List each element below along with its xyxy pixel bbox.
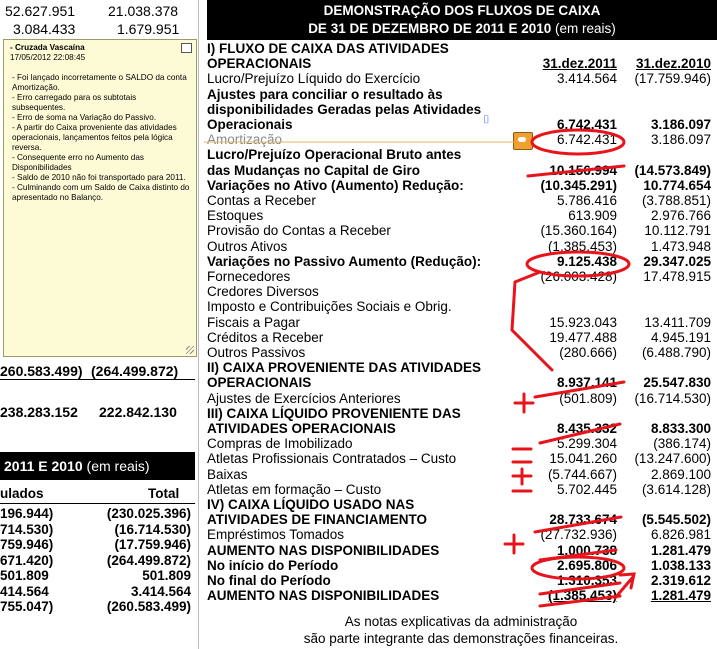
strike-mark (528, 166, 624, 176)
value-2011: (1.385.453) (547, 588, 617, 604)
value-2011: 5.702.445 (556, 481, 617, 497)
value-2011: 9.125.438 (556, 253, 617, 269)
left-top-value: 21.038.378 (108, 3, 179, 19)
row-label: Fornecedores (207, 269, 291, 284)
left-cell-total: 3.414.564 (130, 583, 191, 599)
value-2010: 25.547.830 (643, 375, 711, 391)
value-2010: 17.478.915 (643, 269, 711, 284)
value-2010: 4.945.191 (650, 329, 711, 345)
value-2010: 6.826.981 (650, 527, 711, 543)
value-2010: 2.869.100 (650, 466, 711, 482)
value-2011: 5.299.304 (556, 436, 617, 452)
value-2011: (26.003.428) (540, 269, 617, 284)
report-period: DE 31 DE DEZEMBRO DE 2011 E 2010 (308, 21, 552, 36)
row-label: Estoques (207, 208, 264, 224)
strike-mark (535, 517, 621, 532)
left-cell: 671.420) (0, 552, 54, 568)
row-label: Lucro/Prejuízo Líquido do Exercício (207, 71, 421, 87)
note-line: - Consequente erro no Aumento das Disponibilidades (12, 153, 144, 172)
left-cell: 755.047) (0, 599, 54, 614)
value-2010: 10.774.654 (643, 177, 711, 193)
value-2011: 613.909 (568, 208, 617, 224)
value-2011: 19.477.488 (549, 329, 617, 345)
footer-line-1: As notas explicativas da administração (344, 614, 578, 629)
row-label: Créditos a Receber (207, 329, 324, 345)
value-2011: (10.345.291) (540, 177, 617, 193)
left-cell-total: (16.714.530) (114, 521, 191, 537)
row-label: No início do Período (207, 557, 339, 573)
row-label: Variações no Passivo Aumento (Redução): (207, 253, 482, 269)
report-units: (em reais) (551, 21, 616, 36)
strike-mark (540, 424, 620, 443)
left-mid-value: 260.583.499) (0, 363, 83, 379)
value-2010: (386.174) (653, 436, 711, 452)
cursor-icon: ⌷ (483, 114, 490, 126)
value-2011: 1.000.738 (556, 542, 617, 558)
value-2010: (16.714.530) (634, 390, 711, 406)
value-2011: 8.937.141 (556, 375, 617, 391)
banner-title: 2011 E 2010 (4, 458, 83, 474)
row-label: OPERACIONAIS (207, 56, 312, 72)
value-2010: (14.573.849) (634, 162, 711, 178)
value-2011: 15.041.260 (549, 451, 617, 467)
value-2011: (280.666) (559, 345, 617, 360)
left-cell-total: 501.809 (142, 568, 191, 583)
value-2010: 1.473.948 (650, 238, 711, 254)
row-label: Operacionais (207, 117, 293, 132)
report-title: DEMONSTRAÇÃO DOS FLUXOS DE CAIXA (323, 3, 601, 18)
row-label: II) CAIXA PROVENIENTE DAS ATIVIDADES (207, 360, 482, 376)
value-2010: 1.038.133 (650, 557, 711, 573)
strike-mark (540, 583, 620, 594)
value-2010: (3.614.128) (641, 481, 711, 497)
note-line: - Erro de soma na Variação do Passivo. (12, 113, 157, 122)
col-header: ulados (0, 486, 44, 501)
amortizacao-circle (532, 130, 624, 154)
note-date: 17/05/2012 22:08:45 (10, 53, 86, 62)
left-cell-total: (264.499.872) (106, 552, 191, 568)
value-2011: (1.385.453) (547, 238, 617, 254)
value-2011: 10.156.994 (549, 162, 617, 178)
value-2010: (5.545.502) (641, 512, 711, 528)
value-2011: (501.809) (559, 390, 617, 406)
value-2011: 8.435.332 (556, 421, 617, 436)
value-2010: 2.976.766 (650, 208, 711, 224)
left-cell: 196.944) (0, 506, 54, 521)
row-label: ATIVIDADES OPERACIONAIS (207, 421, 396, 436)
value-2011: 6.742.431 (556, 117, 617, 132)
row-label: Imposto e Contribuições Sociais e Obrig. (207, 299, 452, 315)
col-header: Total (148, 486, 180, 501)
value-2010: (13.247.600) (634, 451, 711, 467)
row-label: ATIVIDADES DE FINANCIAMENTO (207, 512, 428, 528)
strike-mark (540, 596, 620, 606)
row-label: Ajustes para conciliar o resultado às (207, 86, 443, 102)
value-2010: (6.488.790) (641, 345, 711, 360)
note-line: - Saldo de 2010 não foi transportado para 2011. (12, 173, 186, 182)
value-2011: 3.414.564 (556, 71, 617, 87)
left-cell-total: (230.025.396) (106, 506, 191, 521)
value-2010: 31.dez.2010 (635, 56, 711, 72)
row-label: OPERACIONAIS (207, 375, 312, 391)
footer-line-2: são parte integrante das demonstrações financeiras. (303, 631, 619, 646)
row-label: Lucro/Prejuízo Operacional Bruto antes (207, 147, 462, 163)
value-2011: 31.dez.2011 (542, 56, 617, 72)
row-label: Empréstimos Tomados (207, 527, 345, 543)
strike-mark (535, 382, 624, 397)
value-2010: (17.759.946) (634, 71, 711, 87)
value-2010: 1.281.479 (650, 542, 711, 558)
row-label: disponibilidades Geradas pelas Atividades (207, 101, 482, 117)
note-line: - Culminando com um Saldo de Caixa distinto do apresentado no Balanço. (12, 183, 190, 202)
left-cell: 759.946) (0, 537, 54, 552)
left-cell: 714.530) (0, 521, 54, 537)
value-2010: 10.112.791 (644, 223, 711, 239)
value-2010: 8.833.300 (650, 421, 711, 436)
row-label: Credores Diversos (207, 284, 319, 300)
left-cell: 501.809 (0, 568, 49, 583)
left-cell-total: (17.759.946) (114, 537, 191, 552)
value-2011: 2.695.806 (556, 557, 617, 573)
left-mid-value: (264.499.872) (91, 363, 179, 379)
row-label: Baixas (207, 466, 248, 482)
row-label: Outros Ativos (207, 238, 288, 254)
banner-units: (em reais) (82, 458, 150, 474)
value-2010: 3.186.097 (650, 117, 711, 132)
row-label: III) CAIXA LÍQUIDO PROVENIENTE DAS (207, 405, 461, 421)
left-cell-total: (260.583.499) (106, 599, 191, 614)
left-top-value: 52.627.951 (5, 3, 76, 19)
value-2010: 1.281.479 (650, 588, 711, 604)
row-label: AUMENTO NAS DISPONIBILIDADES (207, 588, 440, 604)
value-2011: (15.360.164) (540, 223, 617, 239)
value-2010: 13.411.709 (644, 314, 711, 330)
row-label: Amortização (207, 132, 283, 148)
left-cell: 414.564 (0, 583, 49, 599)
left-top-value: 1.679.951 (117, 21, 180, 37)
row-label: Contas a Receber (207, 193, 316, 208)
note-line: - A partir do Caixa proveniente das atividades operacionais, lançamentos feitos pela lógica reversa. (12, 123, 177, 152)
note-author: - Cruzada Vascaína (10, 43, 85, 52)
value-2011: (27.732.936) (540, 527, 617, 543)
row-label: I) FLUXO DE CAIXA DAS ATIVIDADES (207, 41, 449, 56)
row-label: Fiscais a Pagar (207, 314, 301, 330)
bracket-line (512, 272, 552, 370)
left-mid-value: 238.283.152 (0, 404, 78, 420)
value-2011: 28.733.674 (549, 512, 617, 528)
row-label: Atletas Profissionais Contratados – Custo (207, 451, 457, 467)
value-2011: 6.742.431 (556, 132, 617, 148)
row-label: das Mudanças no Capital de Giro (207, 162, 421, 178)
value-2010: 29.347.025 (643, 253, 711, 269)
passivo-circle (527, 252, 629, 276)
left-mid-value: 222.842.130 (99, 404, 177, 420)
row-label: Outros Passivos (207, 345, 306, 360)
left-top-value: 3.084.433 (13, 21, 76, 37)
row-label: IV) CAIXA LÍQUIDO USADO NAS (207, 497, 415, 512)
note-line: - Erro carregado para os subtotais subsequentes. (12, 93, 137, 112)
row-label: Atletas em formação – Custo (207, 481, 382, 497)
row-label: AUMENTO NAS DISPONIBILIDADES (207, 542, 440, 558)
note-line: - Foi lançado incorretamente o SALDO da conta Amortização. (12, 73, 187, 92)
value-2011: 1.310.353 (556, 573, 617, 588)
row-label: Variações no Ativo (Aumento) Redução: (207, 177, 464, 193)
row-label: Compras de Imobilizado (207, 436, 353, 452)
value-2010: 2.319.612 (650, 573, 711, 588)
value-2010: 3.186.097 (650, 132, 711, 148)
value-2011: (5.744.667) (547, 466, 617, 482)
row-label: Ajustes de Exercícios Anteriores (207, 390, 401, 406)
value-2011: 5.786.416 (556, 193, 617, 208)
value-2010: (3.788.851) (641, 193, 711, 208)
row-label: Provisão do Contas a Receber (207, 223, 391, 239)
row-label: No final do Período (207, 573, 331, 588)
value-2011: 15.923.043 (549, 314, 617, 330)
